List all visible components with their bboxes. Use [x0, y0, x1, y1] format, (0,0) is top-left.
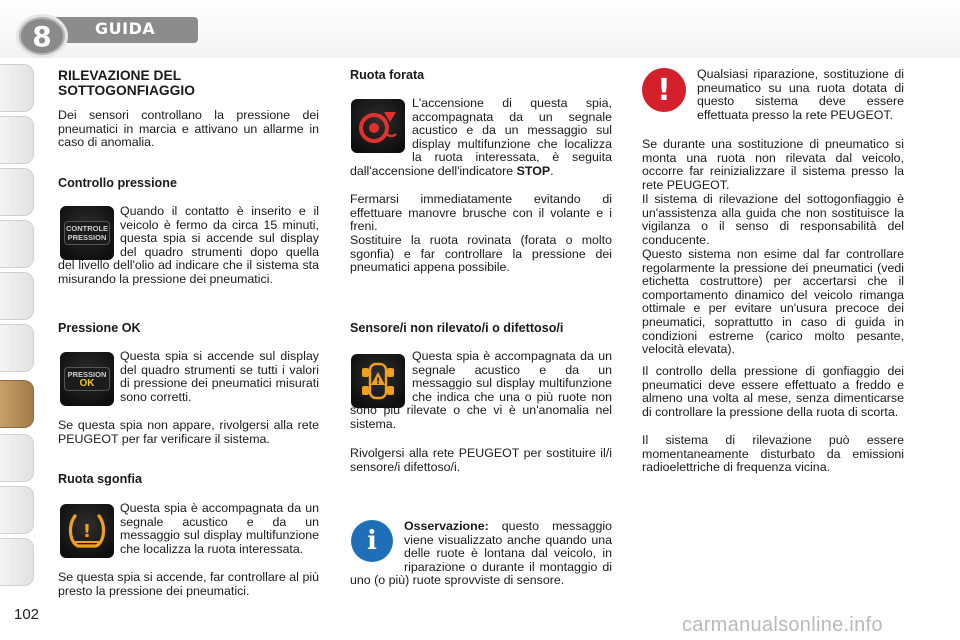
side-tab-4[interactable] [0, 220, 34, 268]
ruota-sgonfia-text-2: Se questa spia si accende, far controllare al più presto la pressione dei pneumatici. [58, 570, 319, 598]
warning-icon: ! [642, 68, 686, 112]
para-5: Il sistema di rilevazione può essere momentaneamente disturbato da emissioni radioelettriche di frequenza vicina. [642, 433, 904, 475]
intro-text: Dei sensori controllano la pressione dei pneumatici in marcia e attivano un allarme in caso di anomalia. [58, 108, 319, 150]
side-tab-6[interactable] [0, 324, 34, 372]
observation-text: questo messaggio viene visualizzato anche quando una delle ruote è lontana dal veicolo, in riparazione o durante il montaggio di uno (o più) ruote sprovviste di sensore. [350, 519, 612, 588]
para-3: Questo sistema non esime dal far controllare regolarmente la pressione dei pneumatici (vedi etichetta costruttore) per accertarsi che il comportamento dinamico del veicolo rimanga ottimale e per evitare un'usura precoce dei pneumatici, soprattutto in caso di guida in condizioni estreme (carico molto pesante, velocità elevata). [642, 247, 904, 357]
watermark: carmanualsonline.info [682, 614, 883, 636]
controllo-icon-line1: CONTROLE [65, 224, 109, 233]
side-tab-10[interactable] [0, 538, 34, 586]
chapter-number-badge: 8 [16, 14, 68, 58]
pressione-ok-icon-line2: OK [79, 378, 95, 389]
ruota-forata-text-2: Fermarsi immediatamente evitando di effettuare manovre brusche con il volante e i freni. [350, 192, 612, 234]
chapter-title: GUIDA [95, 19, 156, 38]
section-title: RILEVAZIONE DEL SOTTOGONFIAGGIO [58, 68, 195, 98]
sensori-text [350, 350, 612, 432]
tyre-warning-mark: ! [82, 521, 92, 542]
side-tab-5[interactable] [0, 272, 34, 320]
para-4: Il controllo della pressione di gonfiaggio dei pneumatici deve essere effettuato a freddo e almeno una volta al mese, senza dimenticarse di controllare la pressione della ruota di scorta. [642, 364, 904, 419]
controllo-text [58, 205, 319, 287]
ruota-sgonfia-text [58, 502, 319, 556]
warning-text-body: Qualsiasi riparazione, sostituzione di pneumatico su una ruota dotata di questo sistema deve essere effettuata presso la rete PEUGEOT. [697, 67, 904, 122]
controllo-heading: Controllo pressione [58, 176, 177, 190]
sensori-heading: Sensore/i non rilevato/i o difettoso/i [350, 321, 564, 335]
ruota-forata-heading: Ruota forata [350, 68, 425, 82]
pressione-ok-text-2: Se questa spia non appare, rivolgersi alla rete PEUGEOT per far verificare il sistema. [58, 418, 319, 446]
page-number: 102 [14, 606, 40, 623]
controllo-text-body: Quando il contatto è inserito e il veicolo è fermo da circa 15 minuti, questa spia si accende sul display del quadro strumenti dopo quella del livello dell'olio ad indicare che il sistema sta misurando la pressione dei pneumatici. [58, 204, 319, 286]
ruota-sgonfia-text-1: Questa spia è accompagnata da un segnale acustico e da un messaggio sul display multifunzione che localizza la ruota interessata. [120, 501, 319, 556]
side-tab-1[interactable] [0, 64, 34, 112]
observation-label: Osservazione: [404, 519, 489, 533]
ruota-forata-text [350, 97, 612, 179]
side-tab-2[interactable] [0, 116, 34, 164]
para-1: Se durante una sostituzione di pneumatico si monta una ruota non rilevata dal veicolo, occorre far reinizializzare il sistema presso la rete PEUGEOT. [642, 137, 904, 192]
side-tab-8[interactable] [0, 434, 34, 482]
controllo-icon-line2: PRESSION [67, 233, 107, 242]
info-icon: i [351, 520, 393, 562]
para-2: Il sistema di rilevazione del sottogonfiaggio è un'assistenza alla guida che non sostituisce la vigilanza o il senso di responsabilità del conducente. [642, 192, 904, 247]
side-tab-9[interactable] [0, 486, 34, 534]
observation-note [350, 520, 612, 588]
ruota-forata-text-3: Sostituire la ruota rovinata (forata o molto sgonfia) e far controllare la pressione dei pneumatici appena possibile. [350, 233, 612, 275]
side-tab-active[interactable] [0, 380, 34, 428]
chapter-side-index [0, 64, 34, 584]
warning-text [642, 68, 904, 136]
sensori-text-2: Rivolgersi alla rete PEUGEOT per sostituire il/i sensore/i difettoso/i. [350, 446, 612, 474]
pressione-ok-text-1: Questa spia si accende sul display del quadro strumenti se tutti i valori di pressione dei pneumatici misurati sono corretti. [120, 349, 319, 404]
stop-indicator-label: STOP [516, 163, 551, 178]
sensor-fault-mark: ! [375, 377, 381, 387]
ruota-forata-text-1-end: . [550, 163, 554, 178]
ruota-forata-text-1: L'accensione di questa spia, accompagnata da un segnale acustico e da un messaggio sul display multifunzione che localizza la ruota interessata, è seguita dall'accensione dell'indicatore [350, 96, 612, 178]
sensori-text-1: Questa spia è accompagnata da un segnale acustico e da un messaggio sul display multifunzione che indica che una o più ruote non sono più rilevate o che vi è un'anomalia nel sistema. [350, 349, 612, 431]
pressione-ok-heading: Pressione OK [58, 321, 141, 335]
pressione-ok-icon-line1: PRESSION [67, 370, 107, 379]
ruota-sgonfia-heading: Ruota sgonfia [58, 472, 142, 486]
pressione-ok-text [58, 350, 319, 404]
side-tab-3[interactable] [0, 168, 34, 216]
